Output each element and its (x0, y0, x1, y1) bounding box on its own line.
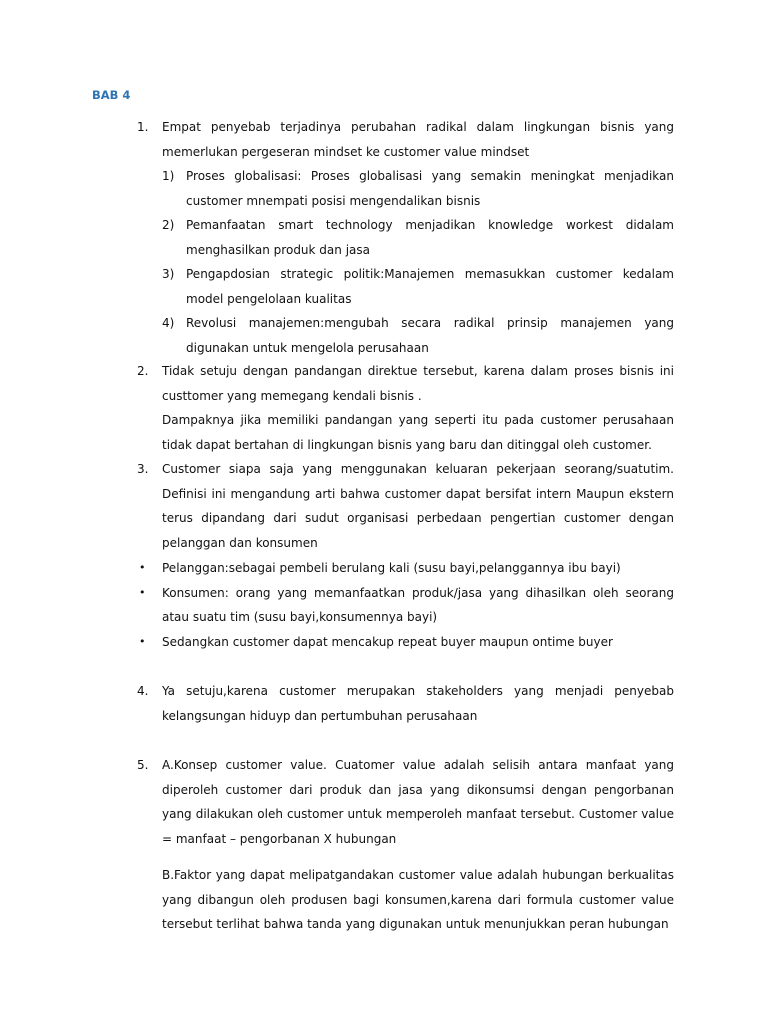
question-4-number: 4. (137, 684, 149, 698)
sub-item-1-number: 1) (162, 169, 175, 183)
question-5 (137, 753, 674, 851)
question-1-text: Empat penyebab terjadinya perubahan radikal dalam lingkungan bisnis yang memerlukan pergeseran mindset ke customer value mindset (162, 120, 674, 159)
bullet-mark-2: • (139, 585, 146, 599)
question-2 (137, 359, 674, 457)
sub-item-3-number: 3) (162, 267, 175, 281)
question-2-number: 2. (137, 364, 149, 378)
sub-item-2 (137, 213, 674, 262)
question-3-text: Customer siapa saja yang menggunakan keluaran pekerjaan seorang/suatutim. Definisi ini mengandung arti bahwa customer dapat bersifat intern Maupun ekstern terus dipandang dari sudut organisasi perbedaan pengertian customer dengan pelanggan dan konsumen (162, 462, 674, 550)
sub-item-1 (137, 164, 674, 213)
question-2-text-2: Dampaknya jika memiliki pandangan yang seperti itu pada customer perusahaan tidak dapat bertahan di lingkungan bisnis yang baru dan ditinggal oleh customer. (162, 413, 674, 452)
question-1-number: 1. (137, 120, 149, 134)
sub-item-4 (137, 311, 674, 360)
bullet-mark-1: • (139, 561, 146, 574)
question-2-item (137, 359, 674, 457)
question-5-item (137, 753, 674, 851)
sub-item-4-number: 4) (162, 316, 175, 330)
question-5-text-b: B.Faktor yang dapat melipatgandakan customer value adalah hubungan berkualitas yang dibangun oleh produsen bagi konsumen,karena dari formula customer value tersebut terlihat bahwa tanda yang digunakan untuk menunjukkan peran hubungan (162, 868, 674, 931)
question-5-part-b (137, 863, 674, 937)
sub-item-1-text: Proses globalisasi: Proses globalisasi yang semakin meningkat menjadikan customer mnempati posisi mengendalikan bisnis (186, 169, 674, 208)
bullet-list (137, 556, 674, 654)
question-3-item (137, 457, 674, 555)
sub-item-3-text: Pengapdosian strategic politik:Manajemen memasukkan customer kedalam model pengelolaan kualitas (186, 267, 674, 306)
bullet-mark-3: • (139, 634, 146, 648)
question-4-item (137, 679, 674, 728)
sub-item-3 (137, 262, 674, 311)
bullet-item-1 (137, 556, 674, 581)
sub-item-4-text: Revolusi manajemen:mengubah secara radikal prinsip manajemen yang digunakan untuk mengelola perusahaan (186, 316, 674, 355)
sub-item-2-text: Pemanfaatan smart technology menjadikan knowledge workest didalam menghasilkan produk dan jasa (186, 218, 674, 257)
question-2-text-1: Tidak setuju dengan pandangan direktue tersebut, karena dalam proses bisnis ini custtomer yang memegang kendali bisnis . (162, 364, 674, 403)
question-4 (137, 679, 674, 728)
question-4-text: Ya setuju,karena customer merupakan stakeholders yang menjadi penyebab kelangsungan hiduyp dan pertumbuhan perusahaan (162, 684, 674, 723)
question-5-text-a: A.Konsep customer value. Cuatomer value adalah selisih antara manfaat yang diperoleh customer dari produk dan jasa yang dikonsumsi dengan pengorbanan yang dilakukan oleh customer untuk memperoleh manfaat tersebut. Customer value = manfaat – pengorbanan X hubungan (162, 758, 674, 846)
bullet-item-2 (137, 581, 674, 630)
sub-item-2-number: 2) (162, 218, 175, 232)
question-5-number: 5. (137, 758, 149, 772)
bullet-text-3: Sedangkan customer dapat mencakup repeat buyer maupun ontime buyer (162, 634, 613, 649)
bullet-text-1: Pelanggan:sebagai pembeli berulang kali (susu bayi,pelanggannya ibu bayi) (162, 561, 621, 575)
question-1-item (137, 115, 674, 164)
bullet-text-2: Konsumen: orang yang memanfaatkan produk/jasa yang dihasilkan oleh seorang atau suatu tim (susu bayi,konsumennya bayi) (162, 585, 674, 624)
question-3-number: 3. (137, 462, 149, 476)
question-3 (137, 457, 674, 555)
chapter-heading: BAB 4 (92, 88, 131, 102)
bullet-item-3 (137, 630, 674, 655)
question-1 (137, 115, 674, 360)
